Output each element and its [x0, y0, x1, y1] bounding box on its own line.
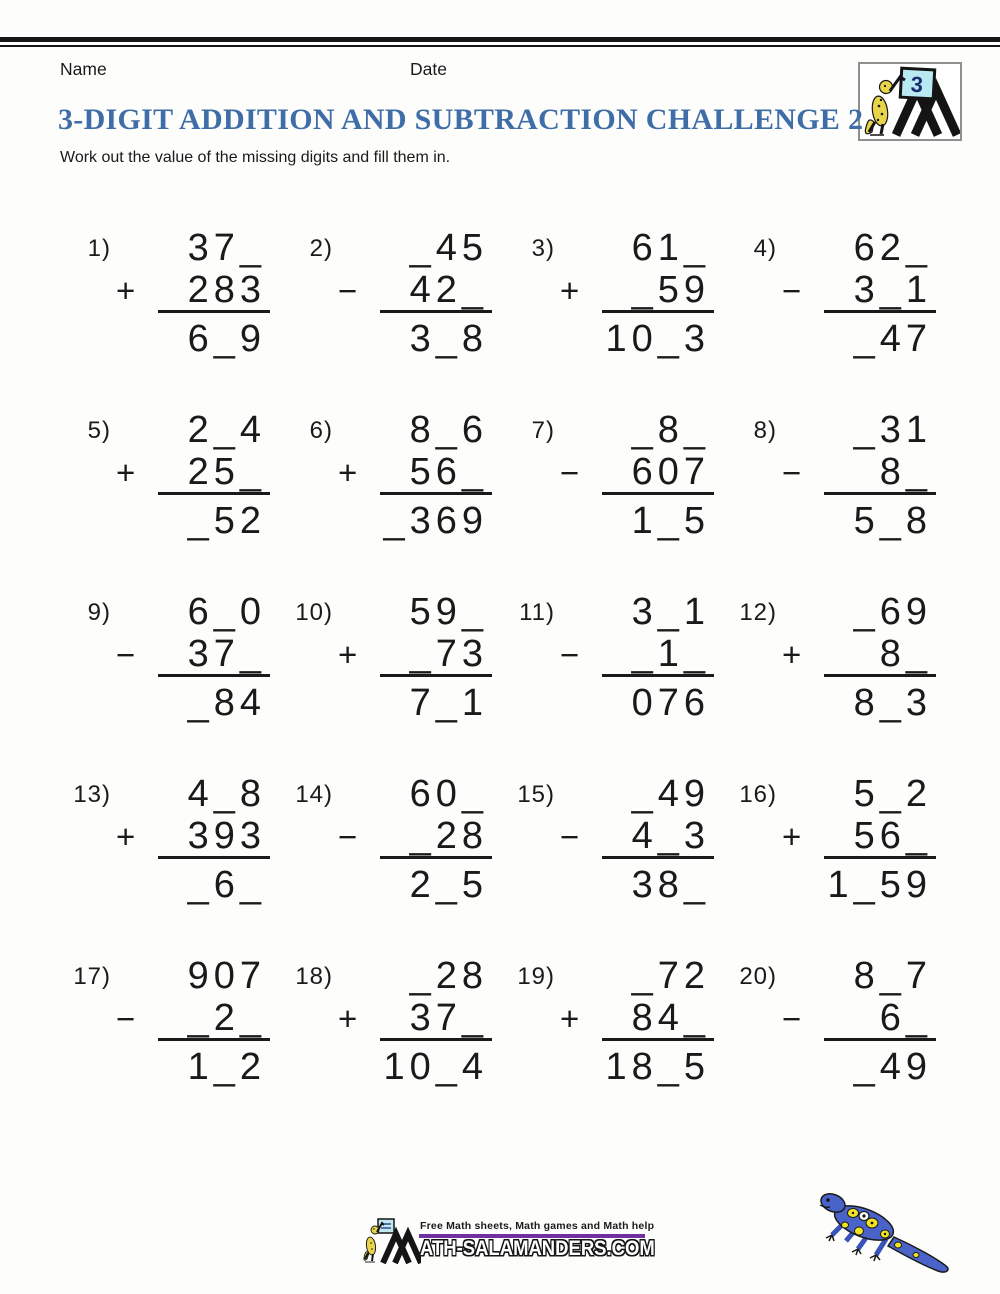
- problem-4: [721, 215, 943, 397]
- operator: +: [116, 272, 136, 309]
- bottom-operand: 25_: [187, 451, 266, 493]
- page-title: 3-DIGIT ADDITION AND SUBTRACTION CHALLENGE 2: [58, 103, 864, 136]
- top-operand: 3_1: [631, 591, 710, 633]
- bottom-operand: 6_: [879, 997, 932, 1039]
- problem-8: [721, 397, 943, 579]
- answer: _84: [187, 682, 266, 724]
- top-operand: 61_: [631, 227, 710, 269]
- operator: −: [560, 636, 580, 673]
- problem-number: 16): [739, 781, 777, 808]
- operator: −: [338, 818, 358, 855]
- problem-number: 3): [531, 235, 555, 262]
- bottom-operand: _2_: [187, 997, 266, 1039]
- top-operand: _72: [631, 955, 710, 997]
- problem-work: [782, 773, 936, 907]
- top-operand: 907: [187, 955, 266, 997]
- footer-site-text: ATH-SALAMANDERS.COM: [420, 1237, 655, 1260]
- problem-number: 12): [739, 599, 777, 626]
- problem-work: [116, 409, 270, 543]
- operator: +: [338, 454, 358, 491]
- operator: −: [338, 272, 358, 309]
- second-operand-row: [338, 997, 492, 1041]
- problem-15: [499, 761, 721, 943]
- problem-6: [277, 397, 499, 579]
- problem-5: [55, 397, 277, 579]
- problem-work: [116, 227, 270, 361]
- top-rule-thick: [0, 37, 1000, 42]
- top-operand: _49: [631, 773, 710, 815]
- answer: _6_: [187, 864, 266, 906]
- logo-graphic: [860, 64, 960, 139]
- bottom-operand: 37_: [409, 997, 488, 1039]
- bottom-operand: 8_: [879, 451, 932, 493]
- operator: −: [560, 818, 580, 855]
- problem-19: [499, 943, 721, 1125]
- second-operand-row: [782, 269, 936, 313]
- top-rule-thin: [0, 45, 1000, 47]
- bottom-operand: 283: [187, 269, 266, 311]
- problem-16: [721, 761, 943, 943]
- answer: 18_5: [605, 1046, 710, 1088]
- answer: 3_8: [409, 318, 488, 360]
- problem-work: [338, 591, 492, 725]
- problem-10: [277, 579, 499, 761]
- footer-logo: [363, 1217, 653, 1269]
- problem-13: [55, 761, 277, 943]
- problem-work: [116, 591, 270, 725]
- bottom-operand: _73: [409, 633, 488, 675]
- problem-work: [782, 591, 936, 725]
- problem-20: [721, 943, 943, 1125]
- problem-number: 1): [87, 235, 111, 262]
- second-operand-row: [560, 997, 714, 1041]
- top-operand: 2_4: [187, 409, 266, 451]
- problem-11: [499, 579, 721, 761]
- problem-work: [782, 409, 936, 543]
- top-operand: _69: [853, 591, 932, 633]
- second-operand-row: [338, 815, 492, 859]
- second-operand-row: [116, 451, 270, 495]
- second-operand-row: [782, 633, 936, 677]
- bottom-operand: 607: [631, 451, 710, 493]
- operator: −: [782, 272, 802, 309]
- answer: 10_4: [383, 1046, 488, 1088]
- answer: 076: [631, 682, 710, 724]
- answer: 38_: [631, 864, 710, 906]
- problem-number: 18): [295, 963, 333, 990]
- problem-number: 15): [517, 781, 555, 808]
- logo-grade-sign: [900, 68, 934, 99]
- answer: _47: [853, 318, 932, 360]
- corner-salamander-icon: [812, 1183, 962, 1278]
- bottom-operand: 42_: [409, 269, 488, 311]
- problem-number: 9): [87, 599, 111, 626]
- problem-work: [338, 955, 492, 1089]
- answer: 6_9: [187, 318, 266, 360]
- operator: −: [782, 454, 802, 491]
- bottom-operand: _59: [631, 269, 710, 311]
- operator: −: [782, 1000, 802, 1037]
- second-operand-row: [560, 815, 714, 859]
- bottom-operand: 56_: [853, 815, 932, 857]
- operator: +: [782, 818, 802, 855]
- second-operand-row: [116, 633, 270, 677]
- date-label: Date: [410, 59, 447, 79]
- problem-work: [782, 955, 936, 1089]
- second-operand-row: [560, 269, 714, 313]
- problem-number: 14): [295, 781, 333, 808]
- problem-12: [721, 579, 943, 761]
- top-operand: _31: [853, 409, 932, 451]
- answer: 7_1: [409, 682, 488, 724]
- problem-work: [560, 773, 714, 907]
- problem-1: [55, 215, 277, 397]
- operator: +: [116, 818, 136, 855]
- problem-number: 7): [531, 417, 555, 444]
- top-operand: 4_8: [187, 773, 266, 815]
- top-operand: 62_: [853, 227, 932, 269]
- operator: −: [116, 1000, 136, 1037]
- problem-number: 17): [73, 963, 111, 990]
- bottom-operand: 56_: [409, 451, 488, 493]
- answer: _52: [187, 500, 266, 542]
- second-operand-row: [560, 451, 714, 495]
- bottom-operand: 37_: [187, 633, 266, 675]
- problem-number: 10): [295, 599, 333, 626]
- bottom-operand: 393: [187, 815, 266, 857]
- operator: +: [782, 636, 802, 673]
- second-operand-row: [116, 269, 270, 313]
- top-operand: 37_: [187, 227, 266, 269]
- answer: 8_3: [853, 682, 932, 724]
- answer: 1_2: [187, 1046, 266, 1088]
- operator: +: [338, 1000, 358, 1037]
- problem-number: 6): [309, 417, 333, 444]
- problem-work: [338, 773, 492, 907]
- problem-number: 2): [309, 235, 333, 262]
- problem-work: [338, 409, 492, 543]
- problem-work: [560, 227, 714, 361]
- problem-work: [338, 227, 492, 361]
- problem-9: [55, 579, 277, 761]
- problem-3: [499, 215, 721, 397]
- second-operand-row: [338, 451, 492, 495]
- second-operand-row: [338, 633, 492, 677]
- answer: 1_59: [827, 864, 932, 906]
- top-operand: _45: [409, 227, 488, 269]
- operator: +: [560, 272, 580, 309]
- problem-work: [560, 955, 714, 1089]
- problem-17: [55, 943, 277, 1125]
- problem-work: [116, 773, 270, 907]
- second-operand-row: [338, 269, 492, 313]
- second-operand-row: [782, 997, 936, 1041]
- footer-m-icon: [363, 1217, 421, 1265]
- second-operand-row: [116, 997, 270, 1041]
- problem-18: [277, 943, 499, 1125]
- name-label: Name: [60, 59, 107, 79]
- instructions-text: Work out the value of the missing digits and fill them in.: [60, 149, 451, 166]
- answer: _49: [853, 1046, 932, 1088]
- problem-work: [560, 591, 714, 725]
- second-operand-row: [782, 451, 936, 495]
- operator: +: [560, 1000, 580, 1037]
- problem-work: [116, 955, 270, 1089]
- answer: 2_5: [409, 864, 488, 906]
- problem-number: 5): [87, 417, 111, 444]
- top-operand: 8_6: [409, 409, 488, 451]
- problems-grid: [55, 215, 945, 1127]
- logo-grade-badge: 3: [910, 71, 924, 98]
- bottom-operand: _28: [409, 815, 488, 857]
- top-operand: _8_: [631, 409, 710, 451]
- top-operand: 60_: [409, 773, 488, 815]
- operator: −: [560, 454, 580, 491]
- answer: _369: [383, 500, 488, 542]
- top-operand: 59_: [409, 591, 488, 633]
- problem-work: [560, 409, 714, 543]
- top-operand: 5_2: [853, 773, 932, 815]
- bottom-operand: _1_: [631, 633, 710, 675]
- top-operand: _28: [409, 955, 488, 997]
- answer: 1_5: [631, 500, 710, 542]
- bottom-operand: 4_3: [631, 815, 710, 857]
- problem-number: 11): [519, 599, 555, 626]
- problem-14: [277, 761, 499, 943]
- problem-7: [499, 397, 721, 579]
- bottom-operand: 8_: [879, 633, 932, 675]
- second-operand-row: [782, 815, 936, 859]
- bottom-operand: 84_: [631, 997, 710, 1039]
- answer: 10_3: [605, 318, 710, 360]
- bottom-operand: 3_1: [853, 269, 932, 311]
- operator: −: [116, 636, 136, 673]
- problem-number: 4): [753, 235, 777, 262]
- footer-tagline: Free Math sheets, Math games and Math help: [420, 1220, 655, 1232]
- answer: 5_8: [853, 500, 932, 542]
- second-operand-row: [116, 815, 270, 859]
- problem-2: [277, 215, 499, 397]
- problem-number: 20): [739, 963, 777, 990]
- top-operand: 6_0: [187, 591, 266, 633]
- problem-number: 19): [517, 963, 555, 990]
- math-salamanders-logo: [858, 62, 962, 141]
- operator: +: [116, 454, 136, 491]
- problem-number: 8): [753, 417, 777, 444]
- problem-work: [782, 227, 936, 361]
- top-operand: 8_7: [853, 955, 932, 997]
- second-operand-row: [560, 633, 714, 677]
- problem-number: 13): [73, 781, 111, 808]
- operator: +: [338, 636, 358, 673]
